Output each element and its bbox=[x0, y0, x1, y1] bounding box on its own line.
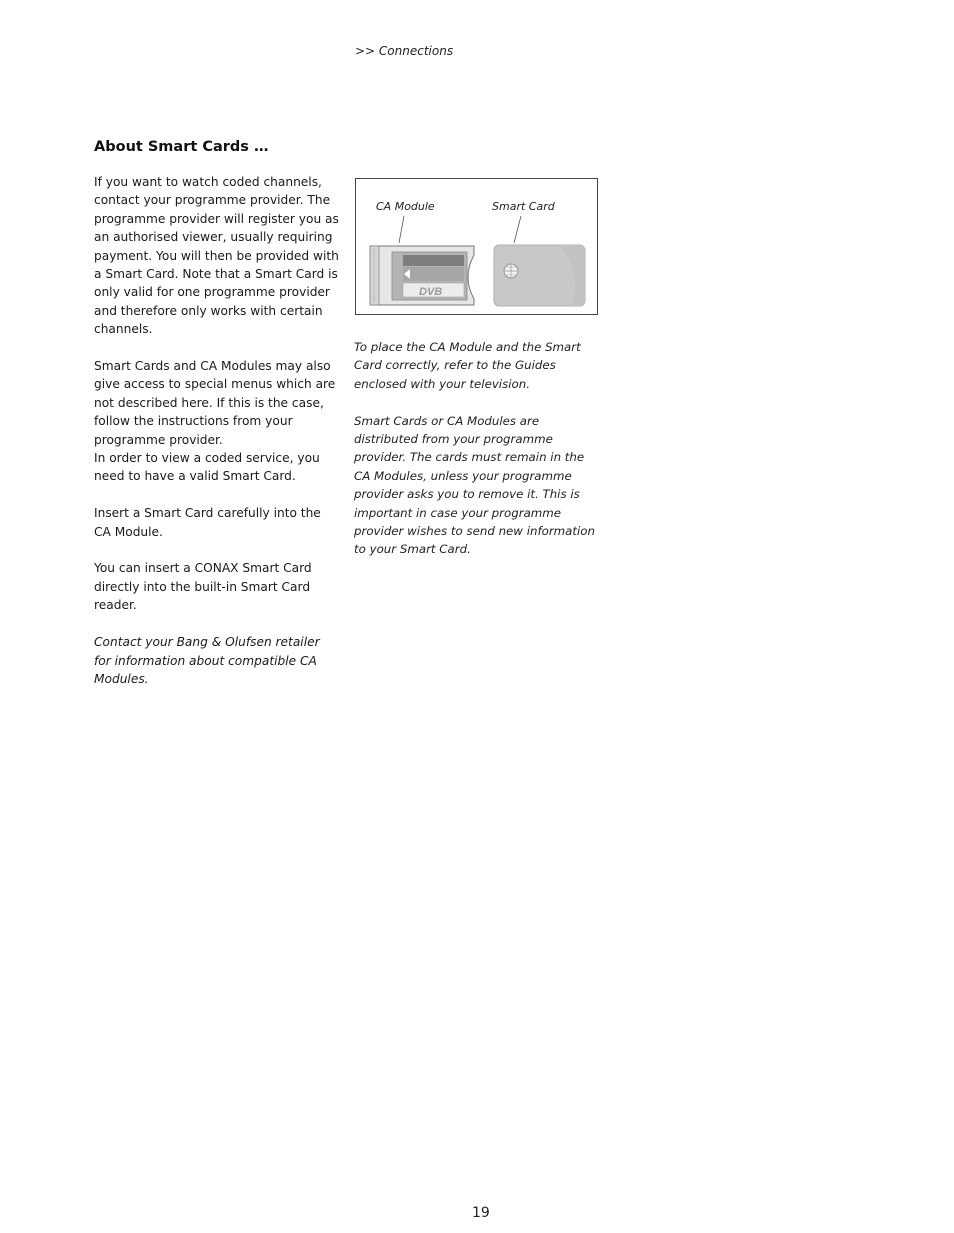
smart-card-label: Smart Card bbox=[492, 200, 555, 213]
right-column bbox=[354, 338, 604, 577]
paragraph-valid-card: In order to view a coded service, you need to have a valid Smart Card. bbox=[94, 451, 320, 484]
chip-icon bbox=[504, 264, 518, 278]
section-title: About Smart Cards … bbox=[94, 139, 269, 155]
page-number: 19 bbox=[472, 1205, 490, 1221]
caption-distribution: Smart Cards or CA Modules are distributed from your programme provider. The cards must remain in the CA Modules, unless your programme provider asks you to remove it. This is important in case your programme provider wishes to send new information to your Smart Card. bbox=[354, 413, 596, 557]
breadcrumb: >> Connections bbox=[355, 44, 454, 58]
ca-module-icon bbox=[370, 246, 474, 305]
paragraph-special-menus: Smart Cards and CA Modules may also give access to special menus which are not described here. If this is the case, follow the instructions from your programme provider. bbox=[94, 359, 336, 447]
ca-module-label: CA Module bbox=[376, 200, 435, 213]
paragraph-coded-channels: If you want to watch coded channels, contact your programme provider. The programme provider will register you as an authorised viewer, usually requiring payment. You will then be provided with a Smart Card. Note that a Smart Card is only valid for one programme provider and therefore only works with certain channels. bbox=[94, 175, 339, 337]
paragraph-insert-card: Insert a Smart Card carefully into the CA Module. bbox=[94, 506, 321, 539]
paragraph-retailer-note: Contact your Bang & Olufsen retailer for information about compatible CA Modules. bbox=[94, 635, 320, 686]
smart-card-figure bbox=[355, 178, 598, 315]
smart-card-icon bbox=[494, 245, 585, 306]
caption-placement: To place the CA Module and the Smart Card correctly, refer to the Guides enclosed with your television. bbox=[354, 340, 581, 391]
figure-illustration bbox=[356, 179, 597, 314]
paragraph-conax: You can insert a CONAX Smart Card directly into the built-in Smart Card reader. bbox=[94, 561, 312, 613]
smart-card-leader-line bbox=[514, 216, 521, 243]
ca-module-leader-line bbox=[399, 216, 404, 243]
dvb-logo: DVB bbox=[419, 286, 443, 298]
left-column bbox=[94, 173, 340, 707]
